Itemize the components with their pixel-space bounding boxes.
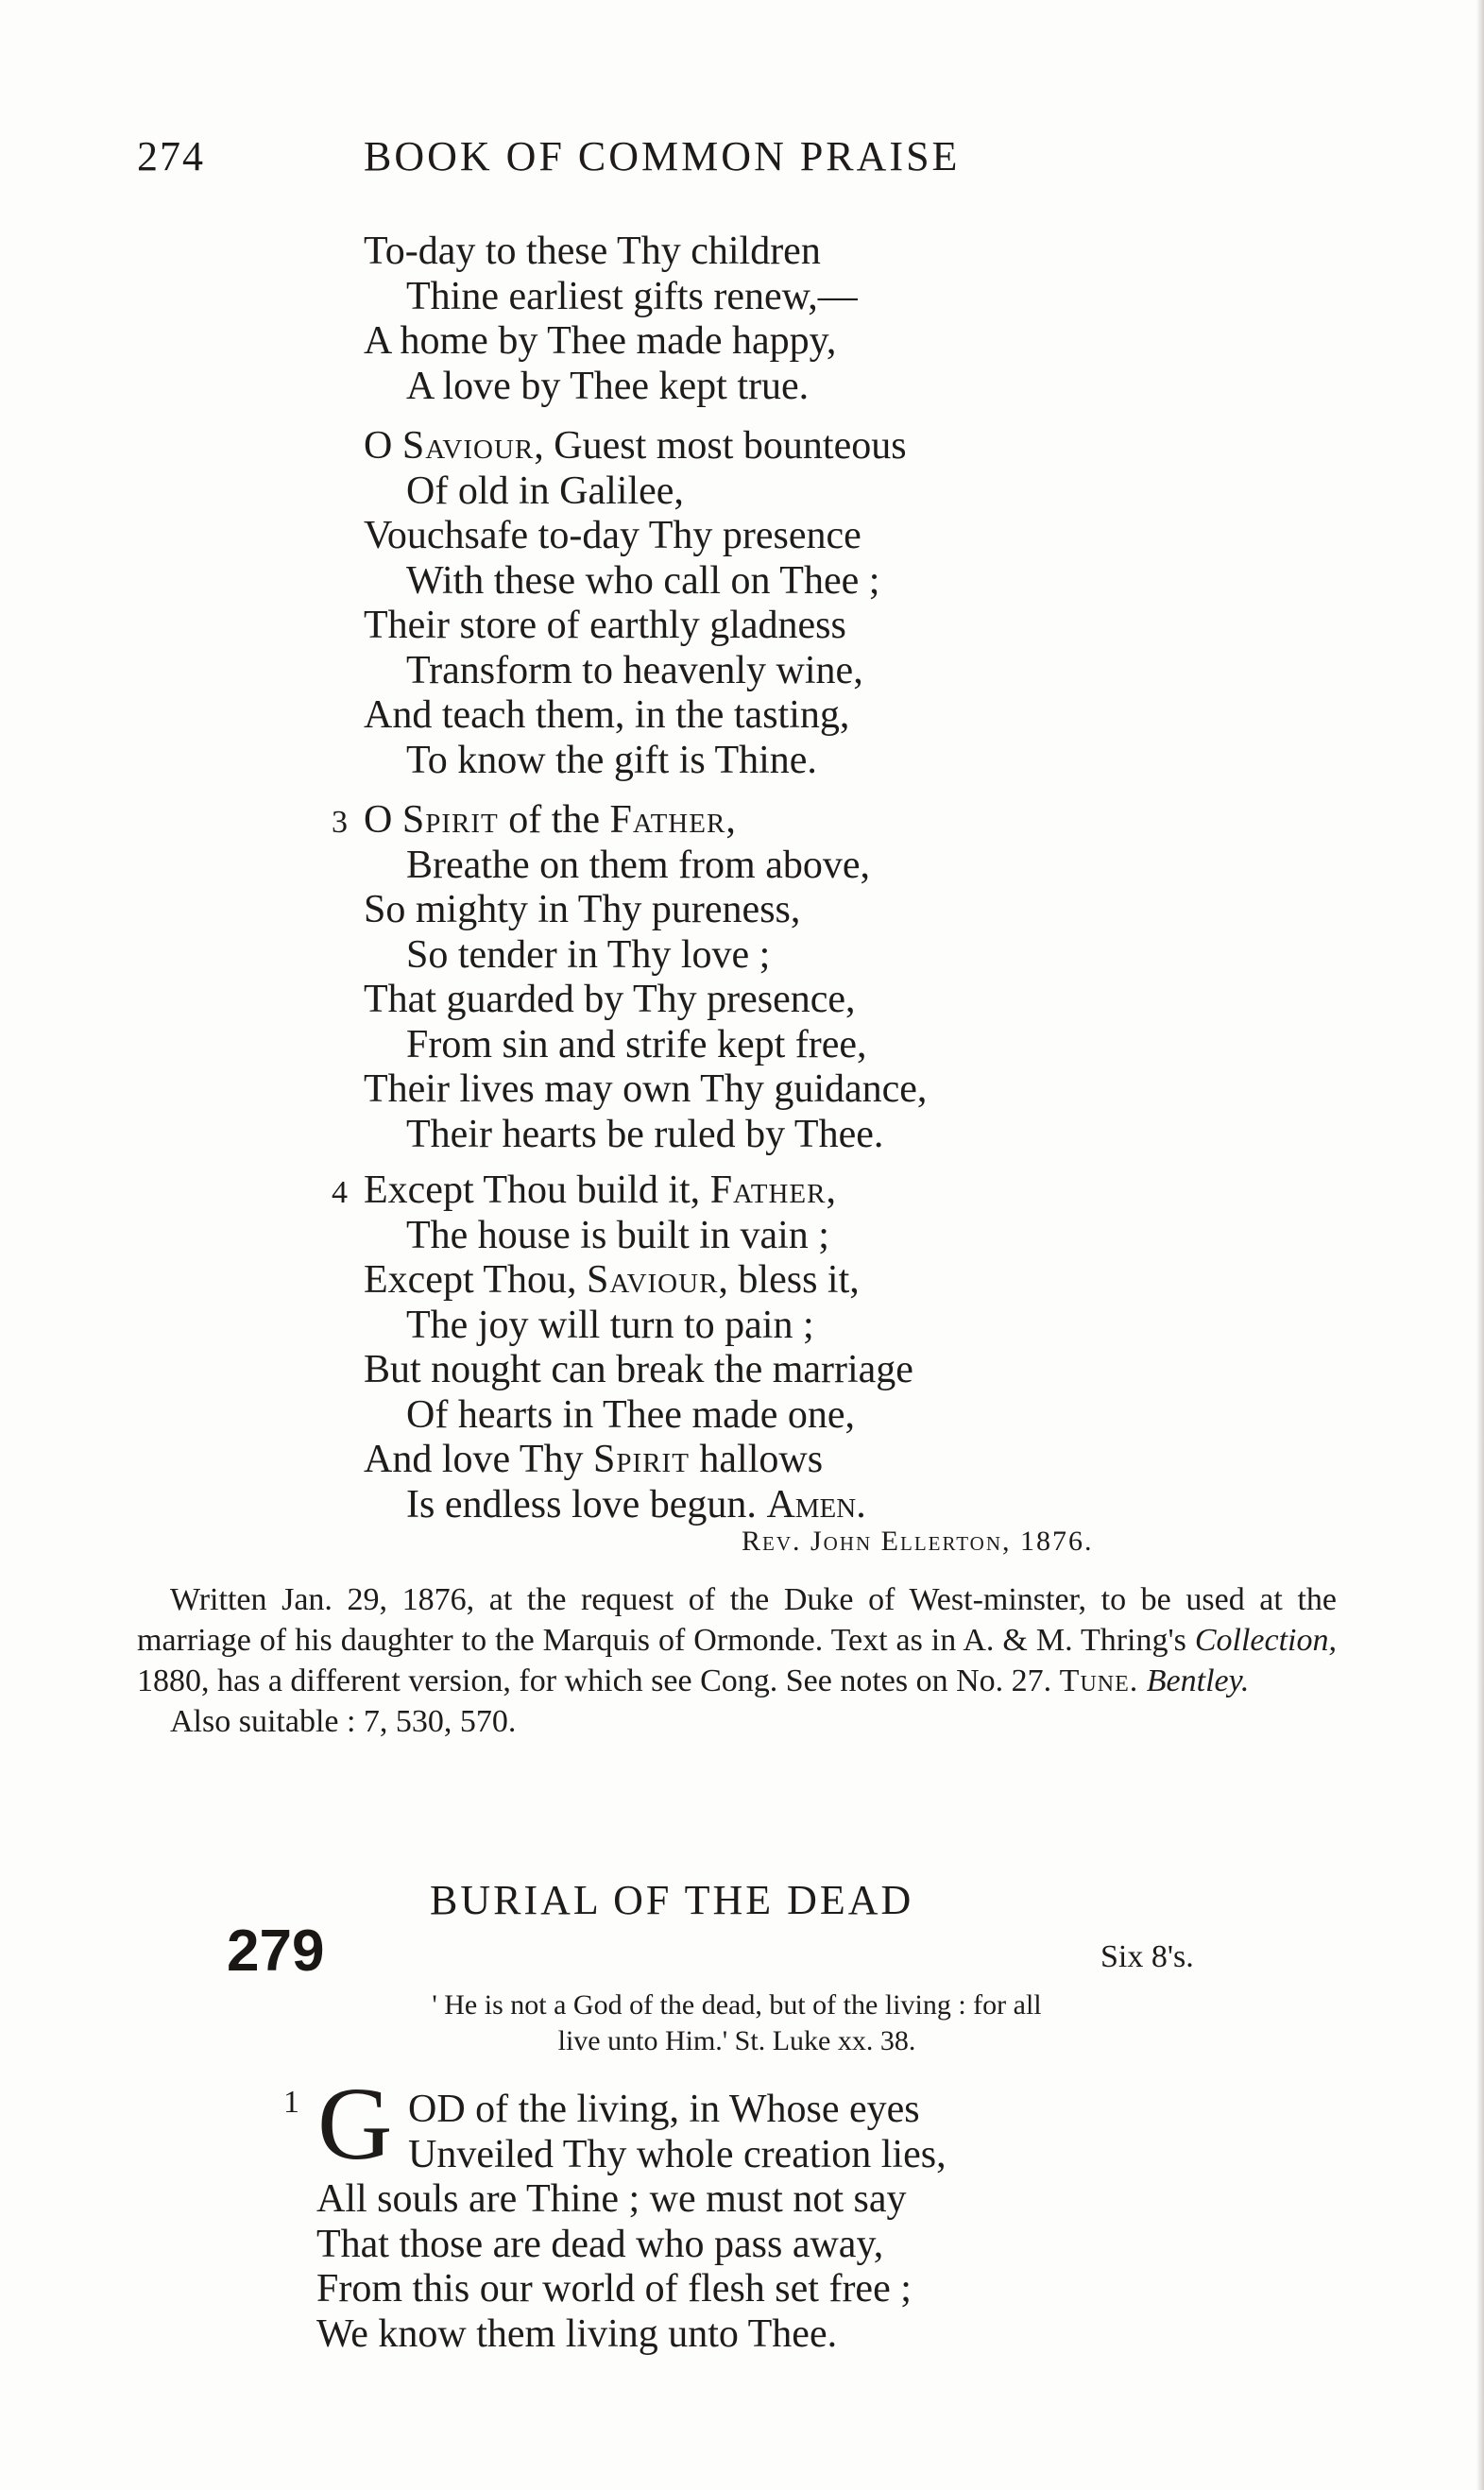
stanza-continued — [364, 230, 858, 409]
author-attribution: Rev. John Ellerton, 1876. — [742, 1526, 1094, 1557]
also-suitable: Also suitable : 7, 530, 570. — [170, 1704, 517, 1739]
verse-line: So tender in Thy love ; — [406, 932, 771, 977]
verse-line: Transform to heavenly wine, — [406, 648, 863, 692]
verse-line: Breathe on them from above, — [406, 843, 870, 887]
stanza-4 — [332, 1168, 913, 1527]
epigraph-line: live unto Him.' St. Luke xx. 38. — [557, 2025, 916, 2056]
text-run: O — [364, 424, 402, 468]
running-title: BOOK OF COMMON PRAISE — [364, 133, 961, 179]
text-run: And love Thy — [364, 1438, 594, 1481]
small-caps-spirit: Spirit — [593, 1438, 690, 1481]
verse-line: All souls are Thine ; we must not say — [316, 2177, 907, 2221]
text-run: Is endless love begun. — [406, 1482, 767, 1526]
verse-number: 4 — [332, 1175, 348, 1210]
verse-line: That guarded by Thy presence, — [364, 978, 856, 1021]
verse-line — [364, 424, 907, 469]
verse-line — [364, 1483, 913, 1528]
verse-line — [364, 1438, 913, 1483]
verse-line: From this our world of flesh set free ; — [316, 2267, 912, 2311]
section-title: BURIAL OF THE DEAD — [430, 1877, 914, 1923]
small-caps-saviour: Saviour — [587, 1258, 719, 1302]
verse-number: 3 — [332, 805, 348, 840]
page-edge-shadow — [1476, 0, 1484, 2490]
page-header — [137, 132, 1110, 189]
verse-line — [364, 1258, 913, 1304]
small-caps-father: Father — [709, 1168, 827, 1212]
epigraph-line: ' He is not a God of the dead, but of the living : for all — [432, 1989, 1042, 2021]
verse-line: And teach them, in the tasting, — [364, 693, 850, 737]
verse-line: Thine earliest gifts renew,— — [406, 274, 858, 318]
text-run: O — [364, 798, 402, 842]
verse-line: That those are dead who pass away, — [316, 2222, 884, 2266]
verse-line: Of hearts in Thee made one, — [406, 1392, 856, 1437]
verse-line: With these who call on Thee ; — [406, 558, 880, 603]
verse-line — [364, 1168, 913, 1214]
text-run: , bless it, — [718, 1258, 860, 1302]
amen: Amen. — [766, 1482, 866, 1526]
text-run: hallows — [689, 1438, 824, 1481]
verse-line: Vouchsafe to-day Thy presence — [364, 514, 861, 557]
text-run: Except Thou, — [364, 1258, 588, 1302]
verse-line: A home by Thee made happy, — [364, 319, 837, 363]
verse-line: The house is built in vain ; — [406, 1213, 829, 1257]
page-number: 274 — [137, 133, 205, 179]
verse-line: Their hearts be ruled by Thee. — [406, 1112, 884, 1156]
verse-line — [364, 798, 927, 844]
verse-line: From sin and strife kept free, — [406, 1022, 867, 1066]
small-caps-father: Father — [609, 798, 726, 842]
small-caps-saviour: Saviour — [401, 424, 535, 468]
stanza-saviour — [364, 424, 907, 783]
notes-text: Written Jan. 29, 1876, at the request of the Duke of West-minster, to be used at the marriage of his daughter to the Marquis of Ormonde. Text as in A. & M. Thring's — [137, 1582, 1337, 1658]
notes-paragraph — [137, 1579, 1337, 1701]
verse-line: So mighty in Thy pureness, — [364, 888, 801, 931]
verse-line: Unveiled Thy whole creation lies, — [408, 2132, 947, 2176]
collection-italic: Collection, — [1194, 1623, 1337, 1658]
hymn-number: 279 — [227, 1919, 325, 1984]
verse-line: OD of the living, in Whose eyes — [408, 2088, 920, 2131]
drop-cap-letter: G — [317, 2066, 393, 2181]
hymn-meter: Six 8's. — [1100, 1939, 1194, 1974]
text-run: , — [826, 1168, 836, 1212]
text-run: , — [725, 798, 736, 842]
verse-line: A love by Thee kept true. — [406, 364, 810, 408]
text-run: of the — [498, 798, 610, 842]
hymn-279-lines-top — [408, 2088, 947, 2177]
verse-number: 1 — [283, 2085, 299, 2120]
verse-line: But nought can break the marriage — [364, 1348, 913, 1391]
text-run: , Guest most bounteous — [534, 424, 907, 468]
verse-line: The joy will turn to pain ; — [406, 1303, 814, 1347]
hymn-279-lines — [316, 2177, 912, 2357]
tune-label: Tune. — [1059, 1663, 1139, 1698]
hymn-notes — [137, 1579, 1337, 1742]
epigraph — [255, 1987, 1219, 2059]
verse-line: Of old in Galilee, — [406, 469, 684, 513]
small-caps-spirit: Spirit — [401, 798, 499, 842]
verse-line: We know them living unto Thee. — [316, 2311, 838, 2356]
verse-line: Their store of earthly gladness — [364, 604, 846, 647]
verse-line: Their lives may own Thy guidance, — [364, 1067, 928, 1111]
verse-line: To know the gift is Thine. — [406, 738, 817, 782]
text-run: Except Thou build it, — [364, 1168, 710, 1212]
notes-text: 1880, has a different version, for which see Cong. See notes on No. 27. — [137, 1663, 1060, 1698]
tune-name: Bentley. — [1146, 1663, 1250, 1698]
verse-line: To-day to these Thy children — [364, 230, 821, 273]
stanza-3 — [332, 798, 928, 1157]
